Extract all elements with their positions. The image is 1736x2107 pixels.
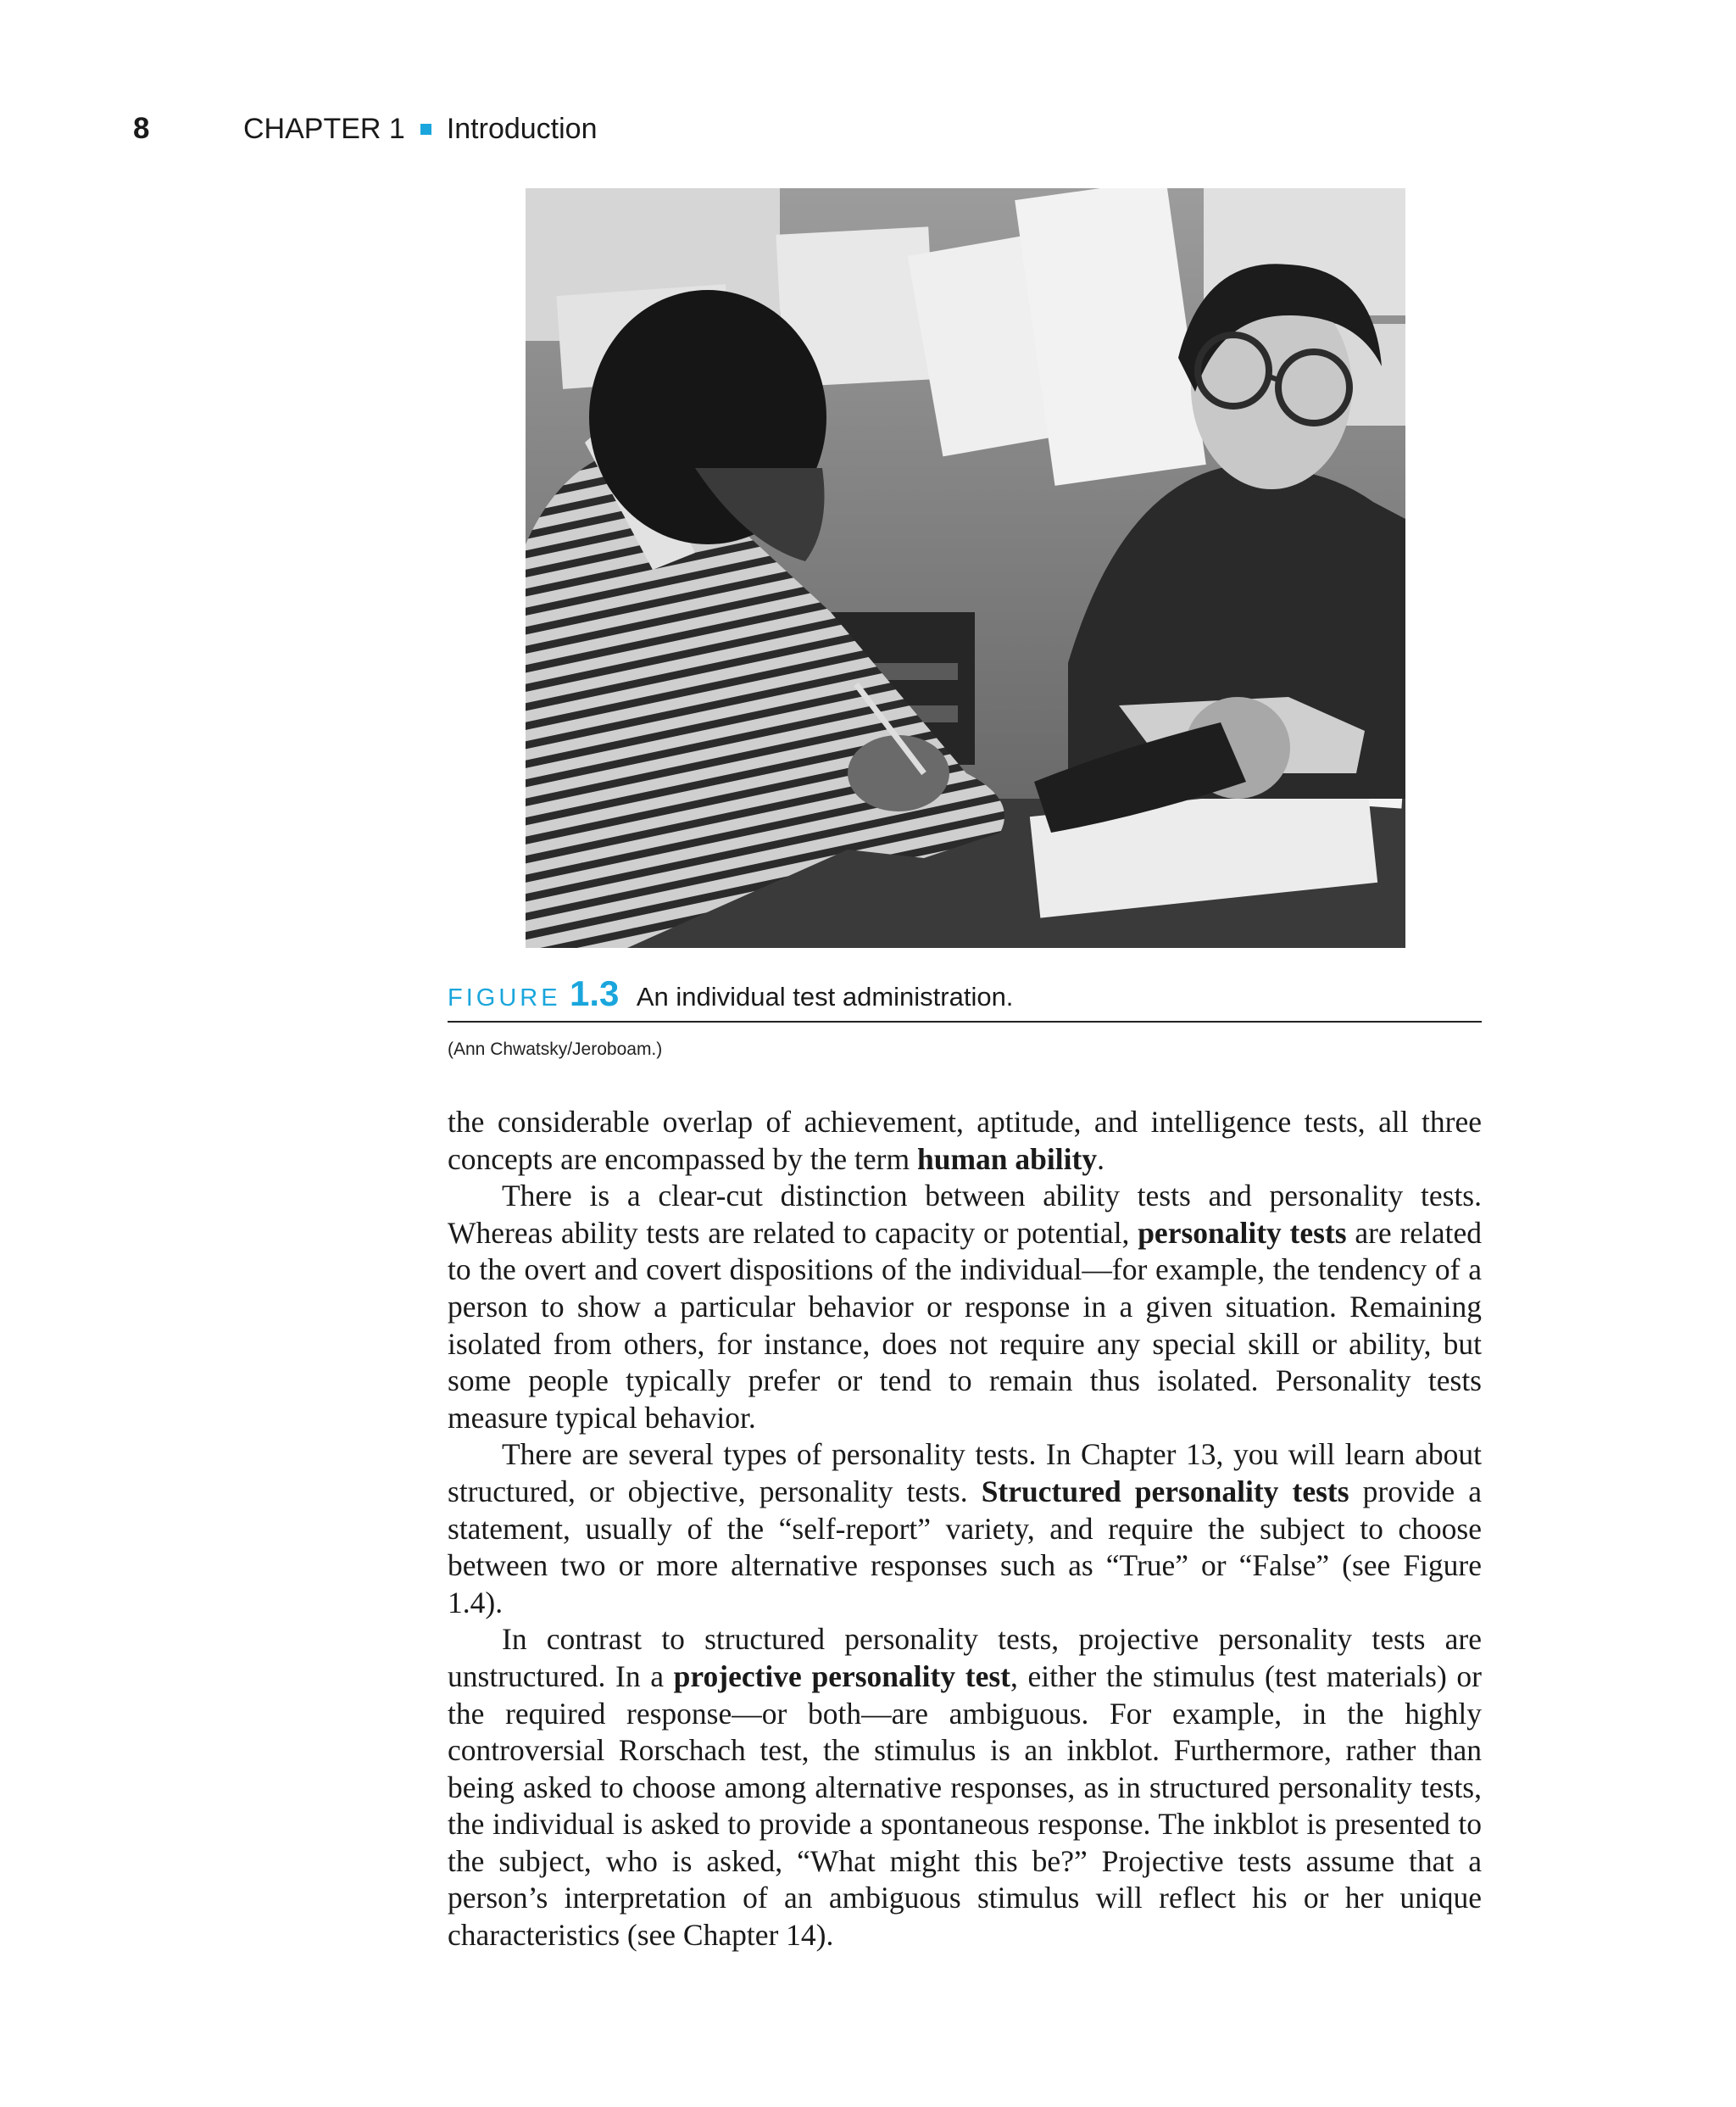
paragraph-3-text-a: There are several types of personality tests. In Chapter 13, you will learn about structured, or objective, personality tests.	[448, 1437, 1482, 1508]
figure-title: An individual test administration.	[636, 982, 1014, 1012]
paragraph-2	[448, 1178, 1482, 1436]
chapter-title: Introduction	[446, 113, 598, 145]
page-number: 8	[133, 112, 150, 145]
chapter-label	[243, 109, 598, 149]
photo-illustration	[526, 188, 1405, 948]
paragraph-2-text-b: are related to the overt and covert dispositions of the individual—for example, the tendency of a person to show a particular behavior or response in a given situation. Remaining isolated from others, for instance, does not require any special skill or ability, but some people typically prefer or tend to remain thus isolated. Personality tests measure typical behavior.	[448, 1215, 1482, 1435]
paragraph-1-text-b: .	[1097, 1141, 1104, 1176]
paragraph-4-text-b: , either the stimulus (test materials) or the required response—or both—are ambiguous. For example, in the highly controversial Rorschach test, the stimulus is an inkblot. Furthermore, rather than being asked to choose among alternative responses, as in structured personality tests, the individual is asked to provide a spontaneous response. The inkblot is presented to the subject, who is asked, “What might this be?” Projective tests assume that a person’s interpretation of an ambiguous stimulus will reflect his or her unique characteristics (see Chapter 14).	[448, 1658, 1483, 1953]
paragraph-3-text-b: provide a statement, usually of the “self-report” variety, and require the subject to choose between two or more alternative responses such as “True” or “False” (see Figure 1.4).	[448, 1474, 1482, 1619]
figure-credit: (Ann Chwatsky/Jeroboam.)	[448, 1040, 663, 1059]
paragraph-1	[448, 1104, 1482, 1178]
paragraph-2-text-a: There is a clear-cut distinction between ability tests and personality tests. Whereas ability tests are related to capacity or potential,	[448, 1179, 1482, 1250]
term-human-ability: human ability	[916, 1141, 1098, 1176]
term-projective-personality-test: projective personality test	[673, 1658, 1010, 1693]
paragraph-4	[448, 1621, 1482, 1954]
term-structured-personality-tests: Structured personality tests	[981, 1474, 1349, 1508]
body-text	[448, 1104, 1482, 1954]
square-bullet-icon	[420, 124, 431, 135]
figure-label: FIGURE	[448, 984, 561, 1012]
figure-caption	[448, 967, 1482, 1023]
paragraph-1-text-a: the considerable overlap of achievement, aptitude, and intelligence tests, all three concepts are encompassed by the term	[448, 1105, 1482, 1176]
running-head	[0, 109, 1736, 149]
paragraph-3	[448, 1436, 1482, 1621]
term-personality-tests: personality tests	[1138, 1215, 1347, 1250]
figure-caption-line	[448, 973, 1013, 1014]
paragraph-4-text-a: In contrast to structured personality tests, projective personality tests are unstructured. In a	[448, 1622, 1482, 1693]
figure-photo	[526, 188, 1405, 948]
figure-number: 1.3	[570, 973, 620, 1013]
chapter-number: CHAPTER 1	[243, 113, 405, 145]
